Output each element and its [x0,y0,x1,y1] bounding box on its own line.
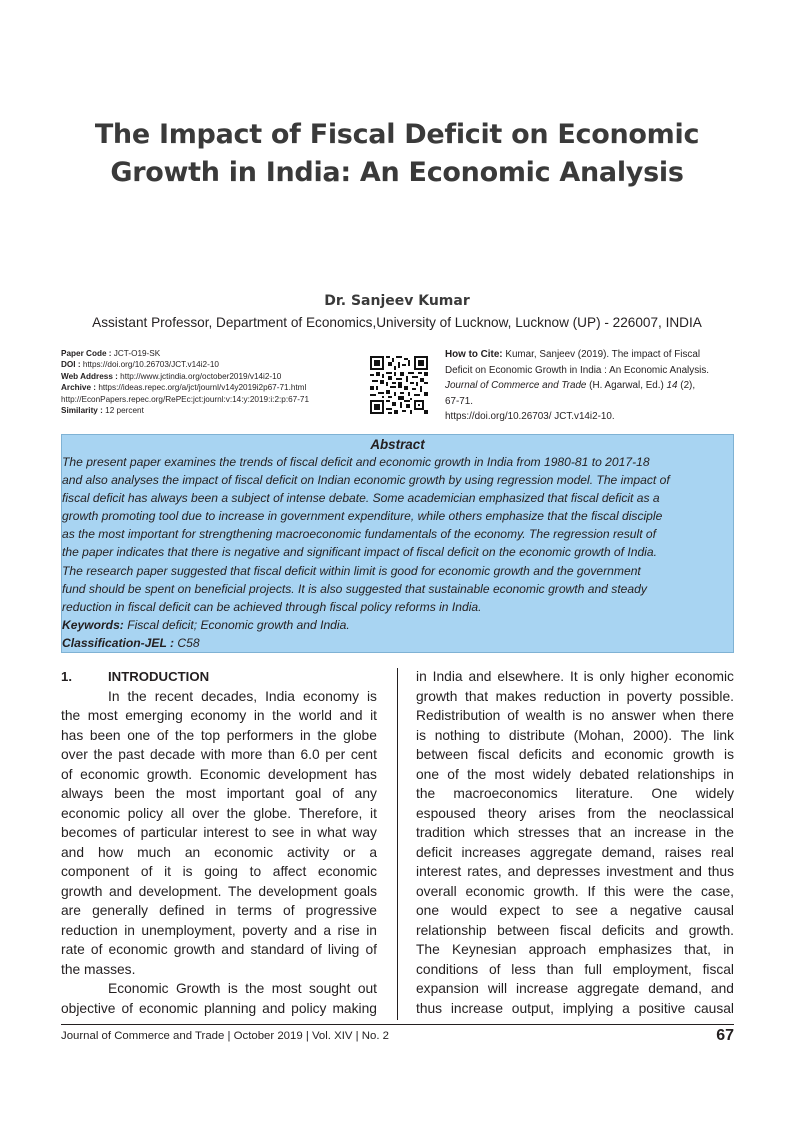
cite-pages: 67-71. [445,395,474,407]
text-line: component of it is going to affect economic [61,864,377,879]
web-address-row [61,371,361,382]
section-number: 1. [61,669,72,684]
text-line: overall economic growth. If this were the case, [416,883,734,899]
text-line: in India and elsewhere. It is only higher economic [416,669,734,684]
abstract-line: The research paper suggested that fiscal deficit within limit is good for economic growth and the government [62,563,641,578]
body-column-left [61,667,377,1018]
abstract-line: growth promoting tool due to increase in government expenditure, while others emphasize that the fiscal disciple [62,509,663,524]
cite-line-3 [445,378,734,394]
paper-title-line-2: Growth in India: An Economic Analysis [110,157,684,188]
text-line: one would expect to see a negative causal [416,903,734,918]
cite-text-1: Kumar, Sanjeev (2019). The impact of Fiscal [502,349,701,360]
how-to-cite [445,347,734,425]
text-line: conditions of less than full employment, fiscal [416,961,734,977]
paper-metadata [61,348,361,416]
similarity-value: 12 percent [102,406,144,416]
text-line: the macroeconomics literature. One widely [416,786,734,801]
similarity-row [61,405,361,416]
abstract-line: the paper indicates that there is negative and significant impact of fiscal deficit on the economic growth of India. [62,545,657,560]
author-name: Dr. Sanjeev Kumar [324,293,470,309]
body-column-right [416,667,734,1018]
abstract-line: as the most important for strengthening macroeconomic fundamentals of the economy. The regression result of [62,527,657,542]
text-line: deficit increases aggregate demand, raises real [416,844,734,860]
text-line: objective of economic planning and policy making [61,1000,377,1016]
text-line: becomes of particular interest to see in what way [61,825,377,840]
text-line: growth that makes reduction in poverty possible. [416,688,734,704]
text-line: relationship between fiscal deficits and growth. [416,922,734,938]
cite-volume: 14 [666,380,678,392]
abstract-line: fiscal deficit has always been a subject of intense debate. Some academician emphasized that fiscal deficit as a [62,491,660,506]
text-line: is nothing to distribute (Mohan, 2000). The link [416,727,734,743]
text-line: tradition which stresses that an increase in the [416,825,734,840]
text-line: interest rates, and depresses investment and thus [416,864,734,879]
similarity-label: Similarity : [61,406,103,416]
paper-code-label: Paper Code : [61,349,112,358]
page-number: 67 [716,1027,734,1044]
paper-title-line-1: The Impact of Fiscal Deficit on Economic [94,119,700,150]
text-line: has been one of the top performers in the globe [61,727,377,743]
footer-divider [61,1024,734,1025]
archive-link[interactable]: https://ideas.repec.org/a/jct/journl/v14y2019i2p67-71.html [96,383,307,393]
doi-link[interactable]: https://doi.org/10.26703/JCT.v14i2-10 [80,360,219,370]
archive-label: Archive : [61,383,97,393]
text-line: economic policy all over the globe. Therefore, it [61,805,377,821]
cite-label: How to Cite: [445,349,503,360]
text-line: growth and development. The development goals [61,883,377,899]
cite-editor: (H. Agarwal, Ed.) [586,380,667,392]
abstract-body [62,453,733,616]
text-line: In the recent decades, India economy is [108,688,377,704]
text-line: one of the most widely debated relationships in [416,766,734,782]
text-line: of economic growth. Economic development has [61,766,377,782]
text-line: rate of economic growth and standard of living of [61,942,377,957]
text-line: and how much an economic activity or a [61,844,377,860]
abstract-heading: Abstract [370,437,425,452]
cite-doi-link[interactable]: https://doi.org/10.26703/ JCT.v14i2-10. [445,411,615,423]
text-line: thus increase output, implying a positive causal [416,1000,734,1016]
keywords [62,616,733,634]
footer-journal-info: Journal of Commerce and Trade | October 2019 | Vol. XIV | No. 2 [61,1030,389,1042]
text-line: the masses. [61,961,136,977]
paper-title [0,116,794,192]
keywords-value: Fiscal deficit; Economic growth and India. [123,617,350,632]
paper-code-value: JCT-O19-SK [111,349,161,358]
web-address-link[interactable]: http://www.jctindia.org/october2019/v14i2-10 [117,371,282,381]
archive-row [61,382,361,393]
text-line: espoused theory arises from the neoclassical [416,805,734,821]
cite-line-1 [445,347,734,363]
web-address-label: Web Address : [61,371,118,381]
qr-code-icon [370,356,428,414]
cite-issue: (2), [677,380,696,392]
right-column-text [416,667,734,1018]
abstract-line: and also analyses the impact of fiscal deficit on Indian economic growth by using regression model. The impact of [62,473,670,488]
section-title: INTRODUCTION [108,669,210,684]
column-divider [397,668,398,1020]
text-line: expansion will increase aggregate demand, and [416,981,734,996]
abstract-box [61,434,734,653]
text-line: Economic Growth is the most sought out [108,981,377,996]
archive-link-2[interactable]: http://EconPapers.repec.org/RePEc:jct:journl:v:14:y:2019:i:2:p:67-71 [61,394,310,404]
text-line: The Keynesian approach emphasizes that, in [416,942,734,957]
text-line: between fiscal deficits and economic growth is [416,747,734,762]
abstract-line: The present paper examines the trends of fiscal deficit and economic growth in India from 1980-81 to 2017-18 [62,455,650,469]
doi-row [61,359,361,370]
jel-value: C58 [174,635,200,650]
left-column-text [61,687,377,1019]
cite-journal: Journal of Commerce and Trade [445,380,587,392]
text-line: Redistribution of wealth is no answer when there [416,708,734,723]
text-line: the most emerging economy in the world and it [61,708,377,723]
cite-line-2: Deficit on Economic Growth in India : An Economic Analysis. [445,364,710,376]
abstract-line: reduction in fiscal deficit can be achieved through fiscal policy reforms in India. [62,599,482,614]
section-heading [61,667,377,687]
text-line: are generally defined in terms of progressive [61,903,377,918]
text-line: over the past decade with more than 6.0 per cent [61,747,377,762]
text-line: reduction in unemployment, poverty and a rise in [61,922,377,938]
jel-label: Classification-JEL : [62,635,175,650]
text-line: always been the most important goal of any [61,786,377,801]
keywords-label: Keywords: [62,617,124,632]
paper-code-row [61,348,361,359]
jel-classification [62,634,733,652]
abstract-line: fund should be spent on beneficial projects. It is also suggested that sustainable economic growth and steady [62,581,647,596]
doi-label: DOI : [61,360,81,370]
author-affiliation: Assistant Professor, Department of Economics,University of Lucknow, Lucknow (UP) - 226007, INDIA [92,315,702,330]
